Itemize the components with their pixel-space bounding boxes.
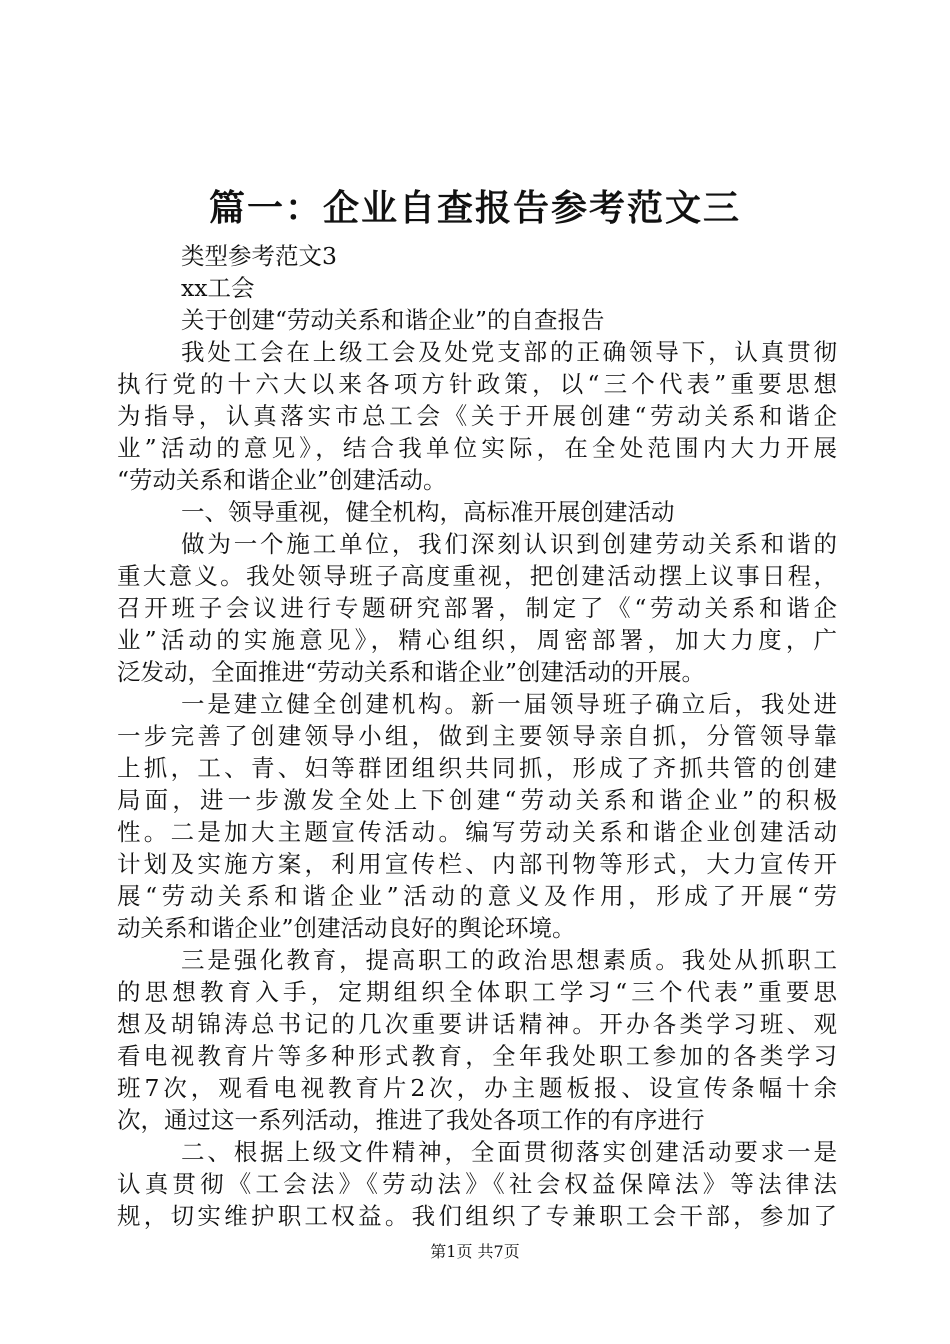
section-heading: 二、根据上级文件精神，全面贯彻落实创建活动要求一是 bbox=[181, 1138, 837, 1166]
text-line: 看电视教育片等多种形式教育，全年我处职工参加的各类学习 bbox=[117, 1042, 837, 1070]
text-line: 泛发动，全面推进“劳动关系和谐企业”创建活动的开展。 bbox=[117, 658, 706, 686]
document-title: 篇一：企业自查报告参考范文三 bbox=[208, 187, 741, 229]
text-line: 想及胡锦涛总书记的几次重要讲话精神。开办各类学习班、观 bbox=[117, 1010, 837, 1038]
text-line: 展“劳动关系和谐企业”活动的意义及作用，形成了开展“劳 bbox=[117, 882, 837, 910]
text-line: 一步完善了创建领导小组，做到主要领导亲自抓，分管领导靠 bbox=[117, 722, 837, 750]
page-number: 第1页 共7页 bbox=[430, 1242, 520, 1261]
text-line: 为指导，认真落实市总工会《关于开展创建“劳动关系和谐企 bbox=[117, 402, 837, 430]
text-line: 动关系和谐企业”创建活动良好的舆论环境。 bbox=[117, 914, 576, 942]
text-line: 类型参考范文3 bbox=[181, 242, 337, 270]
text-line: 重大意义。我处领导班子高度重视，把创建活动摆上议事日程， bbox=[117, 562, 837, 590]
text-line: 关于创建“劳动关系和谐企业”的自查报告 bbox=[181, 306, 605, 334]
spacer-line bbox=[117, 208, 837, 240]
text-line: 一是建立健全创建机构。新一届领导班子确立后，我处进 bbox=[181, 690, 837, 718]
text-line: xx工会 bbox=[181, 274, 255, 302]
text-line: 计划及实施方案，利用宣传栏、内部刊物等形式，大力宣传开 bbox=[117, 850, 837, 878]
section-heading: 一、领导重视，健全机构，高标准开展创建活动 bbox=[181, 498, 675, 526]
document-body bbox=[117, 208, 837, 1232]
text-line: 的思想教育入手，定期组织全体职工学习“三个代表”重要思 bbox=[117, 978, 837, 1006]
text-line: 班7次，观看电视教育片2次，办主题板报、设宣传条幅十余 bbox=[117, 1074, 837, 1102]
text-line: 次，通过这一系列活动，推进了我处各项工作的有序进行 bbox=[117, 1106, 705, 1134]
text-line: 上抓，工、青、妇等群团组织共同抓，形成了齐抓共管的创建 bbox=[117, 754, 837, 782]
text-line: 三是强化教育，提高职工的政治思想素质。我处从抓职工 bbox=[181, 946, 837, 974]
text-line: 业”活动的意见》，结合我单位实际，在全处范围内大力开展 bbox=[117, 434, 837, 462]
text-line: 业”活动的实施意见》，精心组织，周密部署，加大力度，广 bbox=[117, 626, 837, 654]
text-line: 规，切实维护职工权益。我们组织了专兼职工会干部，参加了 bbox=[117, 1202, 837, 1230]
text-line: 执行党的十六大以来各项方针政策，以“三个代表”重要思想 bbox=[117, 370, 837, 398]
text-line: 我处工会在上级工会及处党支部的正确领导下，认真贯彻 bbox=[181, 338, 837, 366]
text-line: 局面，进一步激发全处上下创建“劳动关系和谐企业”的积极 bbox=[117, 786, 837, 814]
text-line: “劳动关系和谐企业”创建活动。 bbox=[117, 466, 447, 494]
text-line: 性。二是加大主题宣传活动。编写劳动关系和谐企业创建活动 bbox=[117, 818, 837, 846]
text-line: 召开班子会议进行专题研究部署，制定了《“劳动关系和谐企 bbox=[117, 594, 837, 622]
text-line: 认真贯彻《工会法》《劳动法》《社会权益保障法》等法律法 bbox=[117, 1170, 837, 1198]
text-line: 做为一个施工单位，我们深刻认识到创建劳动关系和谐的 bbox=[181, 530, 837, 558]
